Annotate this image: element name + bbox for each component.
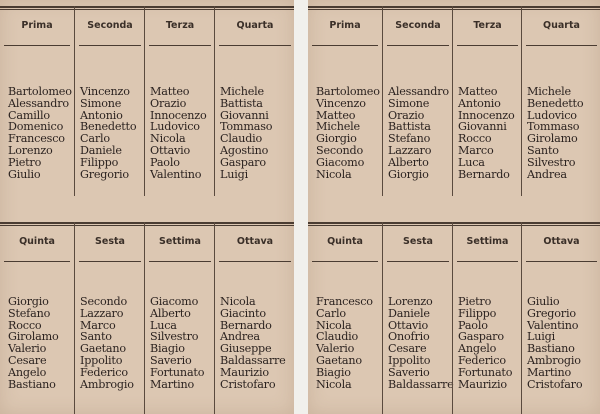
name-entry: Nicola — [316, 377, 352, 391]
name-entry: Carlo — [316, 306, 346, 320]
column-header: Prima — [329, 20, 361, 31]
table-column — [214, 222, 295, 414]
name-entry: Orazio — [388, 108, 425, 122]
name-entry: Girolamo — [527, 132, 578, 146]
name-entry: Nicola — [316, 318, 352, 332]
name-list — [316, 86, 382, 180]
name-entry: Bernardo — [458, 167, 510, 181]
header-underline — [79, 261, 141, 262]
name-entry: Paolo — [458, 318, 488, 332]
name-entry: Santo — [527, 143, 559, 157]
table-column — [521, 222, 600, 414]
name-list — [458, 296, 522, 390]
name-entry: Giulio — [527, 295, 560, 308]
header-underline — [149, 45, 211, 46]
column-header: Terza — [165, 20, 195, 31]
name-entry: Maurizio — [458, 377, 507, 391]
name-entry: Alberto — [150, 306, 191, 320]
header-underline — [526, 261, 597, 262]
name-entry: Fortunato — [150, 365, 205, 379]
name-entry: Gasparo — [220, 155, 266, 169]
name-entry: Saverio — [388, 365, 430, 379]
name-entry: Vincenzo — [316, 96, 366, 110]
name-entry: Michele — [316, 120, 360, 134]
name-entry: Gaetano — [80, 342, 126, 356]
name-entry: Antonio — [458, 96, 501, 110]
column-header: Quinta — [327, 236, 363, 247]
column-header: Prima — [21, 20, 53, 31]
name-entry: Giacomo — [150, 295, 199, 308]
name-entry: Michele — [527, 85, 571, 98]
name-entry: Ottavio — [150, 143, 191, 157]
column-header: Settima — [466, 236, 509, 247]
name-entry: Benedetto — [527, 96, 584, 110]
header-underline — [387, 45, 449, 46]
name-entry: Maurizio — [220, 365, 269, 379]
name-entry: Nicola — [220, 295, 256, 308]
name-list — [220, 296, 295, 390]
name-entry: Secondo — [316, 143, 363, 157]
name-entry: Rocco — [458, 132, 492, 146]
table-column — [308, 222, 382, 414]
table-column — [521, 6, 600, 196]
name-entry: Innocenzo — [458, 108, 515, 122]
name-entry: Stefano — [8, 306, 51, 320]
name-entry: Gaetano — [316, 353, 362, 367]
name-list — [8, 86, 74, 180]
header-underline — [526, 45, 597, 46]
name-entry: Andrea — [220, 330, 260, 344]
table-column — [308, 6, 382, 196]
name-list — [316, 296, 382, 390]
name-entry: Valerio — [316, 342, 355, 356]
name-entry: Domenico — [8, 120, 64, 134]
name-entry: Lorenzo — [388, 295, 433, 308]
name-list — [80, 296, 145, 390]
name-entry: Marco — [80, 318, 116, 332]
header-underline — [457, 45, 518, 46]
name-entry: Alessandro — [8, 96, 69, 110]
name-entry: Camillo — [8, 108, 50, 122]
name-entry: Ambrogio — [80, 377, 134, 391]
name-list — [150, 296, 215, 390]
table-column — [452, 6, 522, 196]
name-entry: Saverio — [150, 353, 192, 367]
name-entry: Tommaso — [220, 120, 273, 134]
name-entry: Pietro — [8, 155, 42, 169]
name-entry: Matteo — [458, 85, 498, 98]
right-bottom-table — [308, 222, 600, 414]
table-column — [382, 222, 453, 414]
name-entry: Matteo — [150, 85, 190, 98]
name-entry: Santo — [80, 330, 112, 344]
name-entry: Tommaso — [527, 120, 580, 134]
name-entry: Ludovico — [527, 108, 577, 122]
header-underline — [4, 45, 70, 46]
name-list — [527, 86, 600, 180]
name-entry: Stefano — [388, 132, 431, 146]
name-entry: Giorgio — [388, 167, 429, 181]
name-entry: Biagio — [316, 365, 351, 379]
name-entry: Ippolito — [80, 353, 123, 367]
name-entry: Michele — [220, 85, 264, 98]
table-column — [0, 6, 74, 196]
name-entry: Giulio — [8, 167, 41, 181]
name-entry: Vincenzo — [80, 85, 130, 98]
name-entry: Valerio — [8, 342, 47, 356]
name-list — [458, 86, 522, 180]
name-entry: Nicola — [150, 132, 186, 146]
header-underline — [387, 261, 449, 262]
name-list — [220, 86, 295, 180]
name-entry: Secondo — [80, 295, 127, 308]
table-column — [382, 6, 453, 196]
name-entry: Luigi — [527, 330, 555, 344]
name-list — [80, 86, 145, 180]
name-entry: Benedetto — [80, 120, 137, 134]
name-entry: Giuseppe — [220, 342, 272, 356]
name-entry: Giovanni — [458, 120, 507, 134]
name-list — [388, 296, 453, 390]
column-header: Ottava — [543, 236, 580, 247]
column-header: Quarta — [543, 20, 580, 31]
name-entry: Claudio — [220, 132, 263, 146]
name-list — [8, 296, 74, 390]
name-entry: Lazzaro — [80, 306, 124, 320]
name-entry: Alberto — [388, 155, 429, 169]
name-entry: Ippolito — [388, 353, 431, 367]
name-entry: Claudio — [316, 330, 359, 344]
name-entry: Antonio — [80, 108, 123, 122]
left-bottom-table — [0, 222, 294, 414]
table-column — [144, 6, 215, 196]
name-entry: Silvestro — [150, 330, 199, 344]
name-entry: Giorgio — [8, 295, 49, 308]
column-header: Settima — [159, 236, 201, 247]
name-entry: Orazio — [150, 96, 187, 110]
column-header: Quinta — [19, 236, 55, 247]
table-column — [74, 222, 145, 414]
name-entry: Gregorio — [527, 306, 576, 320]
name-entry: Marco — [458, 143, 494, 157]
left-top-table — [0, 6, 294, 196]
name-entry: Cristofaro — [527, 377, 583, 391]
right-page — [308, 0, 600, 414]
name-entry: Cesare — [8, 353, 47, 367]
name-entry: Andrea — [527, 167, 567, 181]
name-entry: Ottavio — [388, 318, 429, 332]
table-column — [74, 6, 145, 196]
header-underline — [149, 261, 211, 262]
column-header: Ottava — [236, 236, 274, 247]
name-entry: Pietro — [458, 295, 492, 308]
name-entry: Bastiano — [527, 342, 575, 356]
name-entry: Federico — [458, 353, 506, 367]
name-entry: Rocco — [8, 318, 42, 332]
header-underline — [4, 261, 70, 262]
name-entry: Fortunato — [458, 365, 513, 379]
name-entry: Silvestro — [527, 155, 576, 169]
name-entry: Angelo — [8, 365, 47, 379]
name-entry: Biagio — [150, 342, 185, 356]
column-header: Sesta — [95, 236, 125, 247]
name-list — [388, 86, 453, 180]
header-underline — [312, 261, 378, 262]
header-underline — [219, 45, 291, 46]
column-header: Seconda — [395, 20, 441, 31]
name-entry: Valentino — [150, 167, 202, 181]
name-entry: Giacomo — [316, 155, 365, 169]
name-entry: Bartolomeo — [8, 85, 72, 98]
name-entry: Valentino — [527, 318, 579, 332]
header-underline — [312, 45, 378, 46]
name-entry: Federico — [80, 365, 128, 379]
name-entry: Luigi — [220, 167, 248, 181]
name-entry: Baldassarre — [388, 377, 454, 391]
name-entry: Lazzaro — [388, 143, 432, 157]
name-entry: Francesco — [316, 295, 373, 308]
name-entry: Gregorio — [80, 167, 129, 181]
header-underline — [457, 261, 518, 262]
column-header: Terza — [473, 20, 502, 31]
name-entry: Bernardo — [220, 318, 272, 332]
header-underline — [219, 261, 291, 262]
name-entry: Filippo — [80, 155, 119, 169]
header-underline — [79, 45, 141, 46]
table-column — [144, 222, 215, 414]
name-entry: Ludovico — [150, 120, 200, 134]
name-entry: Matteo — [316, 108, 356, 122]
left-page — [0, 0, 294, 414]
name-entry: Daniele — [80, 143, 122, 157]
name-entry: Onofrio — [388, 330, 430, 344]
table-column — [0, 222, 74, 414]
name-entry: Battista — [220, 96, 263, 110]
name-entry: Giacinto — [220, 306, 266, 320]
name-entry: Simone — [388, 96, 430, 110]
name-entry: Baldassarre — [220, 353, 286, 367]
name-entry: Bastiano — [8, 377, 56, 391]
name-entry: Martino — [150, 377, 195, 391]
name-entry: Innocenzo — [150, 108, 207, 122]
name-entry: Luca — [458, 155, 485, 169]
name-entry: Filippo — [458, 306, 497, 320]
name-entry: Bartolomeo — [316, 85, 380, 98]
right-top-table — [308, 6, 600, 196]
column-header: Sesta — [403, 236, 433, 247]
name-entry: Carlo — [80, 132, 110, 146]
table-column — [214, 6, 295, 196]
name-entry: Nicola — [316, 167, 352, 181]
name-entry: Giorgio — [316, 132, 357, 146]
name-entry: Battista — [388, 120, 431, 134]
name-entry: Girolamo — [8, 330, 59, 344]
name-entry: Luca — [150, 318, 177, 332]
name-entry: Cristofaro — [220, 377, 276, 391]
name-list — [150, 86, 215, 180]
column-header: Quarta — [236, 20, 274, 31]
name-entry: Lorenzo — [8, 143, 53, 157]
table-column — [452, 222, 522, 414]
name-entry: Paolo — [150, 155, 180, 169]
name-entry: Simone — [80, 96, 122, 110]
name-entry: Daniele — [388, 306, 430, 320]
name-entry: Alessandro — [388, 85, 449, 98]
name-entry: Francesco — [8, 132, 65, 146]
name-entry: Angelo — [458, 342, 497, 356]
name-entry: Giovanni — [220, 108, 269, 122]
name-list — [527, 296, 600, 390]
name-entry: Gasparo — [458, 330, 504, 344]
column-header: Seconda — [87, 20, 133, 31]
name-entry: Martino — [527, 365, 572, 379]
name-entry: Cesare — [388, 342, 427, 356]
name-entry: Ambrogio — [527, 353, 581, 367]
name-entry: Agostino — [220, 143, 269, 157]
